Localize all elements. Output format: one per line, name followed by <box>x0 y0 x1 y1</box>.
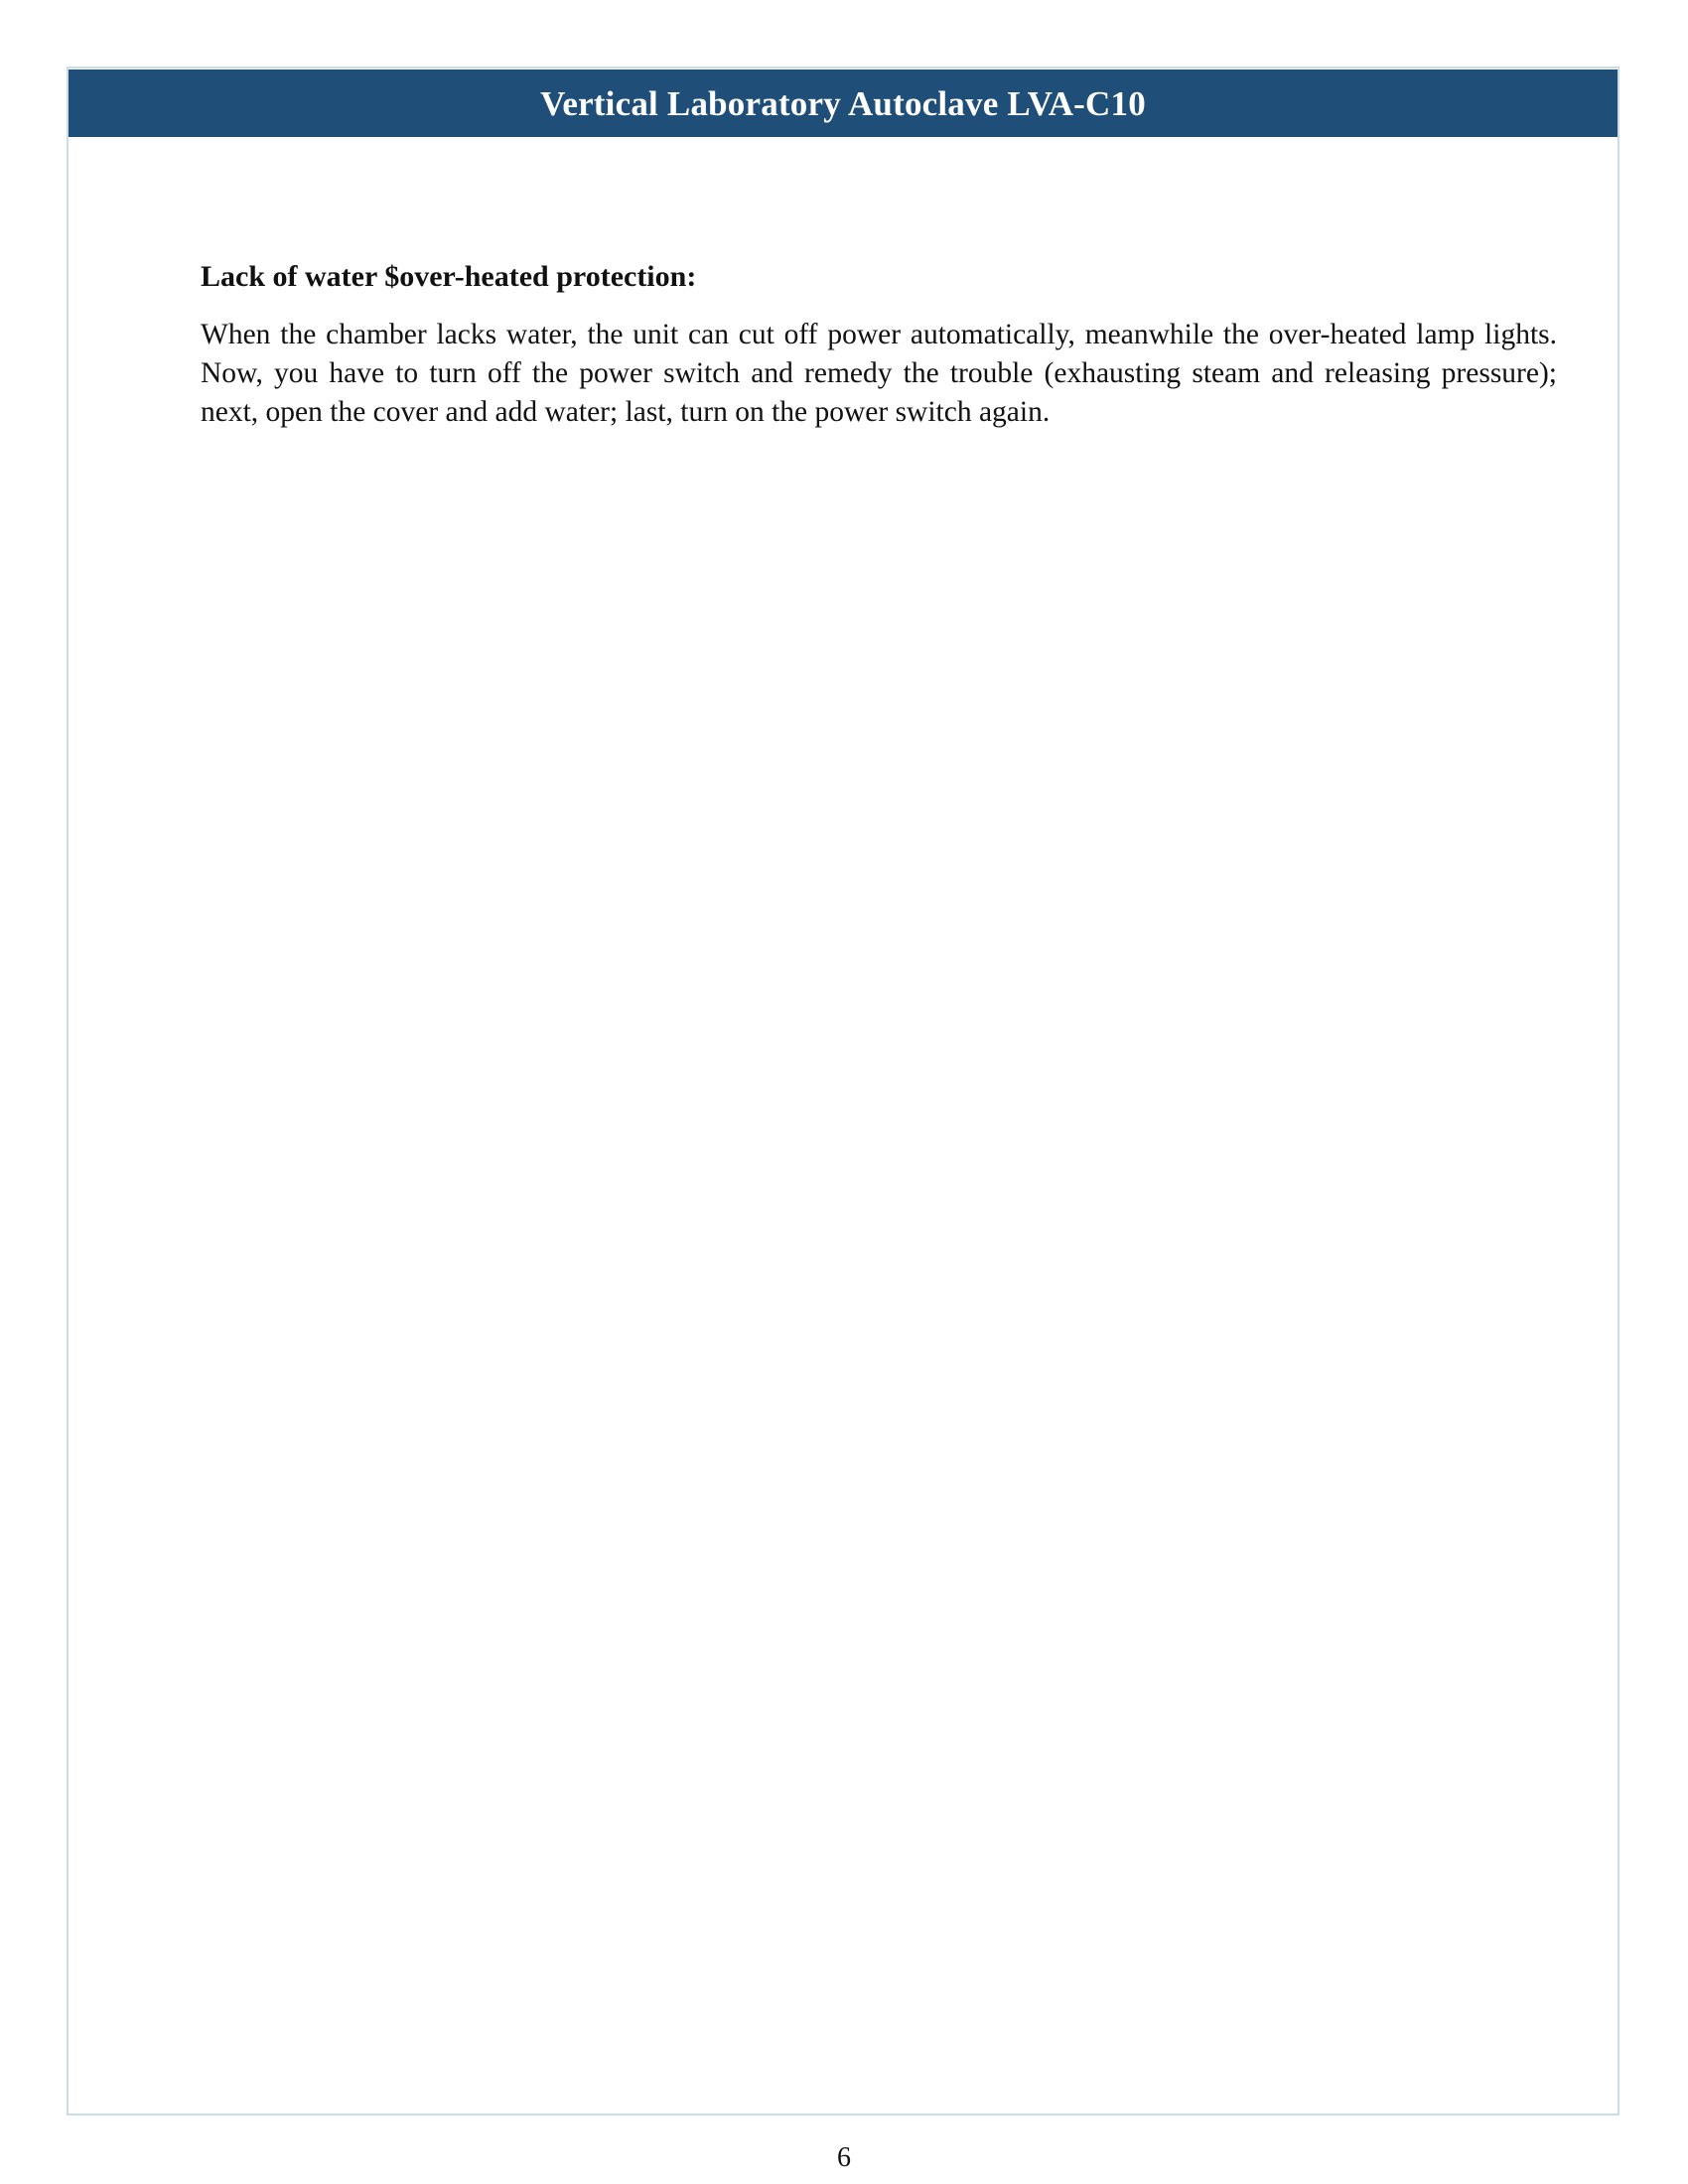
section-body: When the chamber lacks water, the unit can cut off power automatically, meanwhile the over-heated lamp lights. Now, you have to turn off the power switch and remedy the trouble (exhausting steam and releasing pressure); next, open the cover and add water; last, turn on the power switch again. <box>201 319 1557 428</box>
page-number: 6 <box>837 2142 851 2173</box>
header-band <box>69 69 1618 137</box>
document-title: Vertical Laboratory Autoclave LVA-C10 <box>540 83 1146 123</box>
section-heading: Lack of water $over-heated protection: <box>201 260 697 293</box>
content-area <box>201 257 1557 432</box>
page-frame <box>67 67 1619 2116</box>
